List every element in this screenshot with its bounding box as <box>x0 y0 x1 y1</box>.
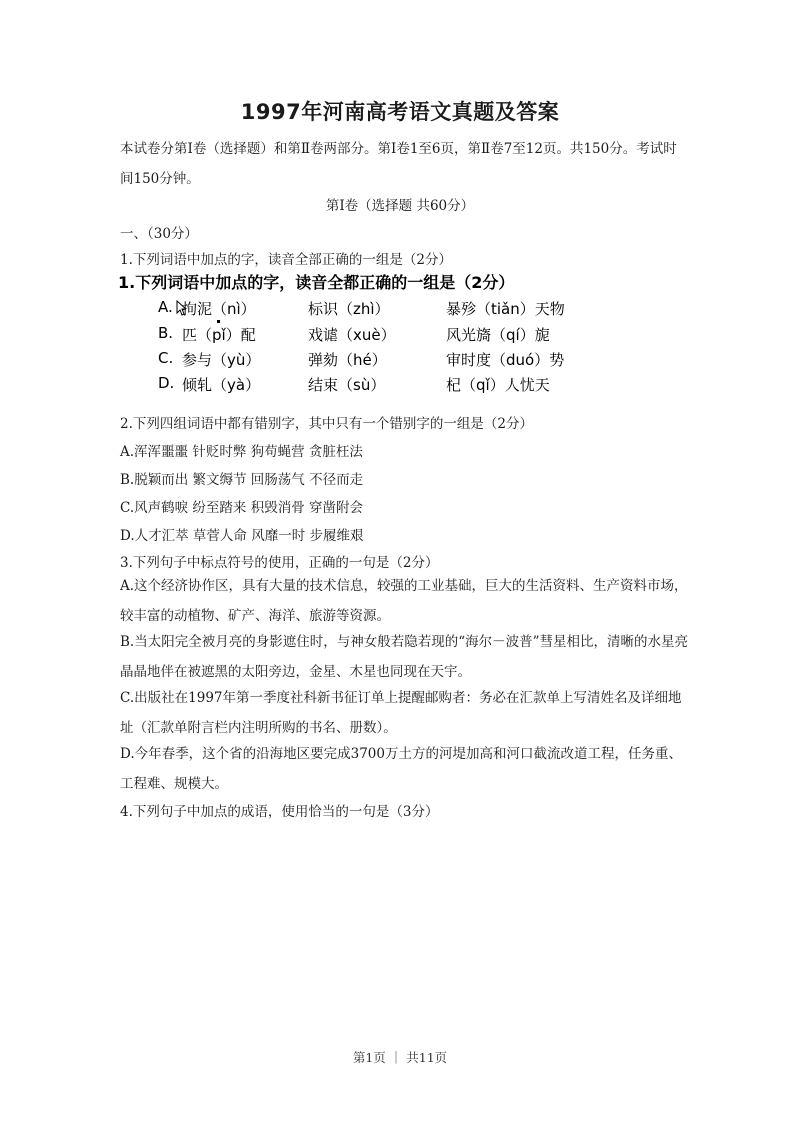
part-one-heading: 一、（30分） <box>120 226 198 242</box>
question-2: 2.下列四组词语中都有错别字，其中只有一个错别字的一组是（2分） <box>120 416 533 432</box>
question-3: 3.下列句子中标点符号的使用，正确的一句是（2分） <box>120 555 439 571</box>
scan-option-d-item-2: 结束（sù） <box>308 376 386 394</box>
scan-option-b-label: B. <box>158 324 174 342</box>
question-1-scanned-image <box>118 268 628 400</box>
scan-option-c-item-1: 参与（yù） <box>182 351 261 369</box>
scan-option-a-item-2: 标识（zhì） <box>308 300 390 318</box>
option-a-item-1-text: 拘泥（nì） <box>182 300 256 318</box>
page-footer: 第1页 ｜ 共11页 <box>352 1050 448 1065</box>
intro-paragraph: 本试卷分第Ⅰ卷（选择题）和第Ⅱ卷两部分。第Ⅰ卷1至6页，第Ⅱ卷7至12页。共150分。考试时间150分钟。 <box>120 141 677 187</box>
question-2-option-c: C.风声鹤唳 纷至踏来 积毁消骨 穿凿附会 <box>120 500 364 516</box>
question-3-option-c: C.出版社在1997年第一季度社科新书征订单上提醒邮购者：务必在汇款单上写清姓名及详细地址（汇款单附言栏内注明所购的书名、册数）。 <box>120 690 682 736</box>
scan-option-d-item-3: 杞（qǐ）人忧天 <box>446 376 550 394</box>
scan-option-a-item-1 <box>182 298 256 319</box>
question-3-option-b: B.当太阳完全被月亮的身影遮住时，与神女般若隐若现的“海尔－波普”彗星相比，清晰的水星亮晶晶地伴在被遮黑的太阳旁边，金星、木星也同现在天宇。 <box>120 634 689 680</box>
question-1: 1.下列词语中加点的字，读音全部正确的一组是（2分） <box>120 252 452 268</box>
scan-question-title: 1.下列词语中加点的字，读音全都正确的一组是（2分） <box>118 273 515 292</box>
section-header: 第Ⅰ卷（选择题 共60分） <box>325 198 475 214</box>
question-2-option-d: D.人才汇萃 草菅人命 风靡一时 步履维艰 <box>120 528 364 544</box>
question-2-option-b: B.脱颖而出 繁文缛节 回肠荡气 不径而走 <box>120 472 364 488</box>
scan-option-a-label: A. <box>158 298 173 316</box>
page-title: 1997年河南高考语文真题及答案 <box>240 100 560 124</box>
scan-option-c-item-2: 弹劾（hé） <box>308 351 387 369</box>
question-2-option-a: A.浑浑噩噩 针贬时弊 狗苟蝇营 贪脏枉法 <box>120 444 363 460</box>
scan-option-c-item-3: 审时度（duó）势 <box>446 351 565 369</box>
scan-option-b-item-2: 戏谑（xuè） <box>308 326 396 344</box>
scan-option-d-label: D. <box>158 374 175 392</box>
question-3-option-d: D.今年春季，这个省的沿海地区要完成3700万土方的河堤加高和河口截流改道工程，任务重、工程难、规模大。 <box>120 746 682 792</box>
question-4: 4.下列句子中加点的成语，使用恰当的一句是（3分） <box>120 804 439 820</box>
scan-option-a-item-3: 暴殄（tiǎn）天物 <box>446 300 565 318</box>
scan-option-d-item-1: 倾轧（yà） <box>182 376 261 394</box>
scan-option-b-item-1: 匹（pǐ）配 <box>182 326 256 344</box>
scan-option-c-label: C. <box>158 349 174 367</box>
question-3-option-a: A.这个经济协作区，具有大量的技术信息，较强的工业基础，巨大的生活资料、生产资料市场，较丰富的动植物、矿产、海洋、旅游等资源。 <box>120 578 688 624</box>
scan-option-b-item-3: 风光旖（qí）旎 <box>446 326 550 344</box>
